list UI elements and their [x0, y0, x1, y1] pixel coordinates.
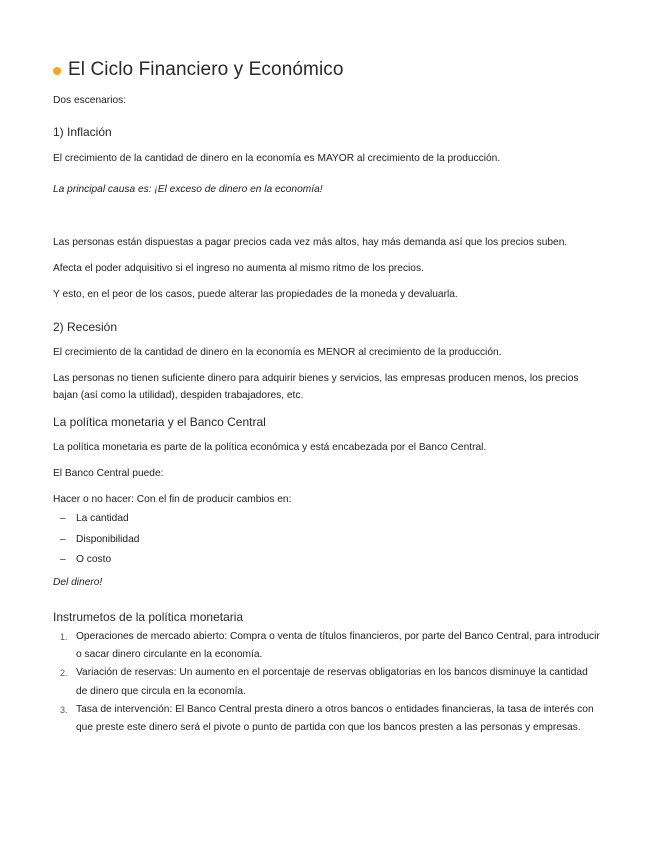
inflation-paragraph-3: Afecta el poder adquisitivo si el ingreso no aumenta al mismo ritmo de los precios. — [53, 263, 424, 274]
monetary-change-list — [53, 510, 601, 568]
list-item — [53, 628, 601, 664]
title-row — [53, 58, 601, 82]
monetary-paragraph-1: La política monetaria es parte de la política económica y está encabezada por el Banco Central. — [53, 442, 487, 453]
list-item-number: 3. — [60, 704, 68, 715]
instruments-heading: Instrumetos de la política monetaria — [53, 610, 244, 624]
recession-paragraph-1: El crecimiento de la cantidad de dinero en la economía es MENOR al crecimiento de la producción. — [53, 347, 502, 358]
inflation-heading: 1) Inflación — [53, 125, 112, 139]
list-item-text: Variación de reservas: Un aumento en el porcentaje de reservas obligatorias en los bancos disminuye la cantidad de dinero que circula en la economía. — [76, 667, 588, 697]
list-item-number: 1. — [60, 632, 68, 642]
monetary-closing: Del dinero! — [53, 577, 103, 588]
list-item-number: 2. — [60, 668, 68, 679]
inflation-paragraph-2: Las personas están dispuestas a pagar precios cada vez más altos, hay más demanda así que los precios suben. — [53, 237, 568, 248]
list-item: – Disponibilidad — [53, 531, 601, 548]
intro-text: Dos escenarios: — [53, 95, 127, 106]
inflation-paragraph-4: Y esto, en el peor de los casos, puede alterar las propiedades de la moneda y devaluarla. — [53, 289, 458, 300]
document-page — [53, 58, 601, 737]
inflation-paragraph-1: El crecimiento de la cantidad de dinero en la economía es MAYOR al crecimiento de la producción. — [53, 153, 501, 164]
inflation-cause: La principal causa es: ¡El exceso de dinero en la economía! — [53, 184, 323, 195]
monetary-paragraph-3: Hacer o no hacer: Con el fin de producir cambios en: — [53, 494, 292, 505]
instruments-list — [53, 628, 601, 737]
title-bullet-icon — [53, 67, 61, 75]
page-title: El Ciclo Financiero y Económico — [68, 59, 344, 80]
list-item-text: Operaciones de mercado abierto: Compra o venta de títulos financieros, por parte del Banco Central, para introducir o sacar dinero circulante en la economía. — [76, 631, 600, 661]
monetary-paragraph-2: El Banco Central puede: — [53, 468, 164, 479]
list-item: – La cantidad — [53, 510, 601, 527]
list-item-text: Tasa de intervención: El Banco Central presta dinero a otros bancos o entidades financieras, la tasa de interés con que preste este dinero será el pivote o punto de partida con que los bancos presten a las personas y empresas. — [76, 703, 594, 734]
list-item — [53, 664, 601, 700]
list-item: – O costo — [53, 551, 601, 568]
recession-paragraph-2: Las personas no tienen suficiente dinero para adquirir bienes y servicios, las empresas producen menos, los precios bajan (así como la utilidad), despiden trabajadores, etc. — [53, 373, 579, 401]
recession-heading: 2) Recesión — [53, 320, 118, 334]
list-item — [53, 701, 601, 737]
monetary-heading: La política monetaria y el Banco Central — [53, 415, 266, 429]
